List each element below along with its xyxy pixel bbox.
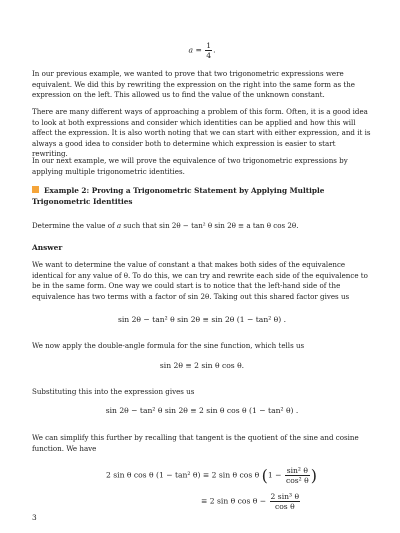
eq4-lhs: 2 sin θ cos θ (1 − tan² θ) xyxy=(106,470,201,480)
answer-heading: Answer xyxy=(32,243,63,252)
fraction-numerator: 1 xyxy=(206,41,212,50)
answer-paragraph-4: We can simplify this further by recalling that tangent is the quotient of the sine and cosine function. We have xyxy=(32,433,359,453)
eq4-line2-pre: ≡ 2 sin θ cos θ − xyxy=(201,496,267,506)
eq4-rhs-pre: 2 sin θ cos θ xyxy=(211,470,260,480)
eq-rel: = xyxy=(195,45,202,55)
square-bullet-icon xyxy=(32,186,39,193)
page-number: 3 xyxy=(32,513,37,522)
answer-paragraph-3: Substituting this into the expression gives us xyxy=(32,387,195,396)
question-text xyxy=(32,221,372,232)
example-heading xyxy=(32,185,372,207)
eq-lhs: a xyxy=(188,45,194,55)
eq4-fraction xyxy=(285,466,310,485)
answer-paragraph-1: We want to determine the value of constant a that makes both sides of the equivalence identical for any value of θ. To do this, we can try and rewrite each side of the equivalence to be in the same form. One way we could start is to notice that the left-hand side of the equivalence has two terms with a factor of sin 2θ. Taking out this shared factor gives us xyxy=(32,260,368,301)
equation-double-angle: sin 2θ ≡ 2 sin θ cos θ. xyxy=(159,361,245,370)
equation-factor: sin 2θ − tan² θ sin 2θ ≡ sin 2θ (1 − tan² θ) . xyxy=(117,315,287,324)
example-title: Example 2: Proving a Trigonometric Statement by Applying Multiple Trigonometric Identities xyxy=(32,186,325,206)
eq4-line2-fraction xyxy=(270,492,301,511)
question-variable: a xyxy=(116,221,122,230)
equation-substitution: sin 2θ − tan² θ sin 2θ ≡ 2 sin θ cos θ (1 − tan² θ) . xyxy=(105,406,299,415)
eq4-fraction-denominator: cos² θ xyxy=(285,476,309,485)
fraction-denominator: 4 xyxy=(206,51,212,60)
fraction xyxy=(205,41,212,60)
paren-left: ( xyxy=(261,466,268,485)
paragraph-1: In our previous example, we wanted to prove that two trigonometric expressions were equivalent. We did this by rewriting the expression on the right into the same form as the expression on the left. This allowed us to find the value of the unknown constant. xyxy=(32,69,356,100)
question-pre: Determine the value of xyxy=(32,221,117,230)
paragraph-3: In our next example, we will prove the equivalence of two trigonometric expressions by applying multiple trigonometric identities. xyxy=(32,156,348,176)
equation-simplify-line1: 2 sin θ cos θ (1 − tan² θ) ≡ 2 sin θ cos θ (1 − $\frac{\text{sin² θ}}{\text{cos² θ}}$ ) xyxy=(106,466,317,485)
eq4-rel: ≡ xyxy=(202,470,210,480)
answer-paragraph-2: We now apply the double-angle formula for the sine function, which tells us xyxy=(32,341,305,350)
paren-right: ) xyxy=(310,466,317,485)
paragraph-2: There are many different ways of approaching a problem of this form. Often, it is a good idea to look at both expressions and consider which identities can be applied and how this will affect the expression. It is also worth noting that we can start with either expression, and it is always a good idea to consider both to determine which expression is easier to start rewriting. xyxy=(32,107,371,159)
eq4-line2-numerator: 2 sin³ θ xyxy=(270,492,300,501)
eq4-line2-denominator: cos θ xyxy=(274,502,295,511)
question-post: such that sin 2θ − tan² θ sin 2θ ≡ a tan θ cos 2θ. xyxy=(121,221,299,230)
eq4-fraction-numerator: sin² θ xyxy=(286,466,308,475)
equation-a-value: a = $\frac{1}{4}$ . xyxy=(188,41,216,60)
equation-simplify-line2 xyxy=(201,492,301,511)
